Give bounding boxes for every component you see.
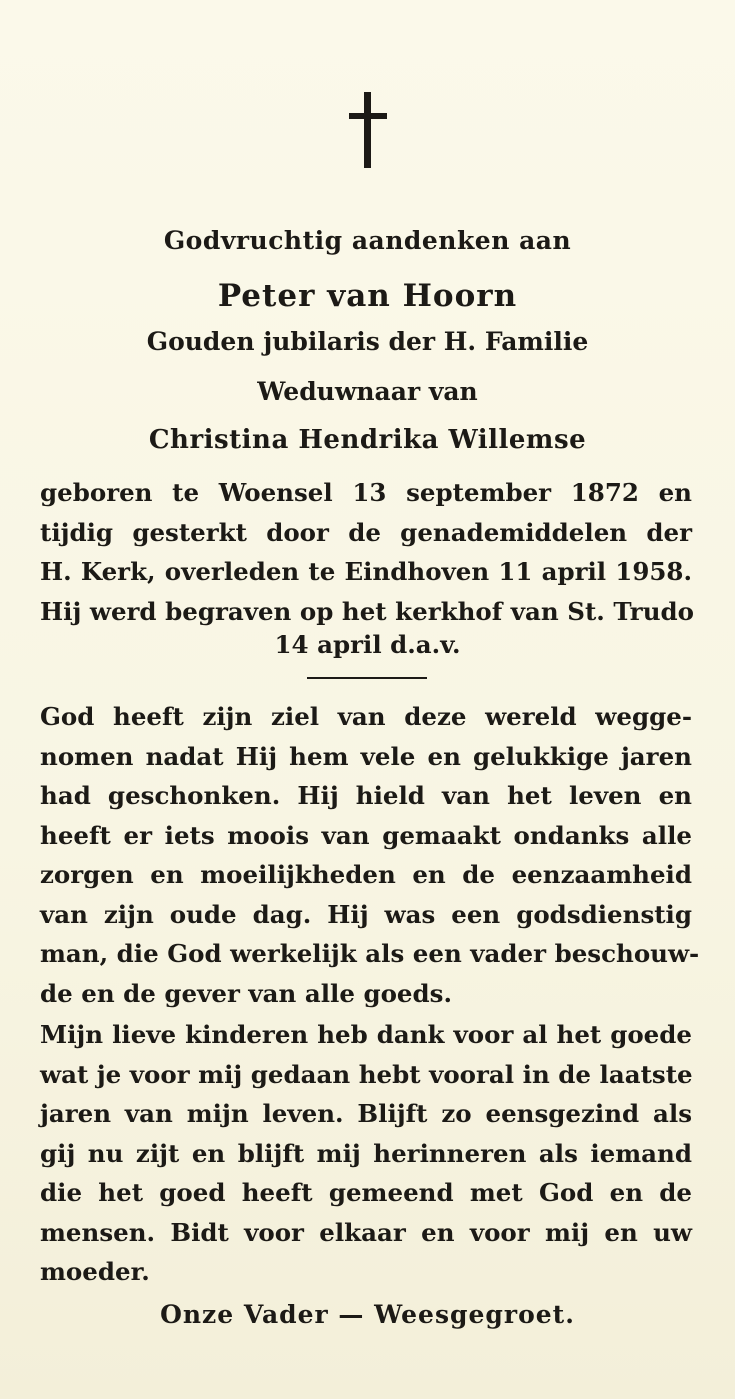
farewell-line: gij nu zijt en blijft mij herinneren als iemand [40,1138,692,1168]
farewell-line: jaren van mijn leven. Blijft zo eensgezind als [40,1099,692,1128]
eulogy-paragraph [40,697,700,1013]
farewell-line: wat je voor mij gedaan hebt vooral in de laatste [40,1059,693,1089]
eulogy-line: God heeft zijn ziel van deze wereld wegge- [40,702,692,731]
biography-line: H. Kerk, overleden te Eindhoven 11 april 1958. [40,557,692,586]
biography-line: geboren te Woensel 13 september 1872 en [40,478,692,507]
widower-label: Weduwnaar van [257,377,478,406]
biography-paragraph [40,473,692,631]
spouse-name: Christina Hendrika Willemse [148,425,587,455]
eulogy-line: nomen nadat Hij hem vele en gelukkige jaren [40,741,692,771]
closing-prayer: Onze Vader — Weesgegroet. [160,1300,575,1329]
farewell-line: mensen. Bidt voor elkaar en voor mij en uw [40,1217,692,1247]
eulogy-line: heeft er iets moois van gemaakt ondanks alle [40,820,692,850]
eulogy-line: had geschonken. Hij hield van het leven en [40,781,692,810]
farewell-line: Mijn lieve kinderen heb dank voor al het goede [40,1020,692,1049]
jubilee-title: Gouden jubilaris der H. Familie [146,327,589,356]
cross-icon [0,92,735,172]
eulogy-line: de en de gever van alle goeds. [40,978,452,1008]
eulogy-line: man, die God werkelijk als een vader beschouw- [40,939,700,968]
biography-line: Hij werd begraven op het kerkhof van St. Trudo [40,596,694,626]
farewell-line: die het goed heeft gemeend met God en de [40,1178,692,1207]
biography-line: tijdig gesterkt door de genademiddelen der [40,517,692,547]
eulogy-line: zorgen en moeilijkheden en de eenzaamheid [40,860,692,889]
burial-date: 14 april d.a.v. [274,630,461,659]
divider-rule [307,677,427,679]
eulogy-line: van zijn oude dag. Hij was een godsdienstig [40,899,692,929]
farewell-paragraph [40,1015,692,1292]
deceased-name: Peter van Hoorn [217,278,518,314]
remembrance-heading: Godvruchtig aandenken aan [163,226,572,255]
farewell-line: moeder. [40,1257,150,1286]
